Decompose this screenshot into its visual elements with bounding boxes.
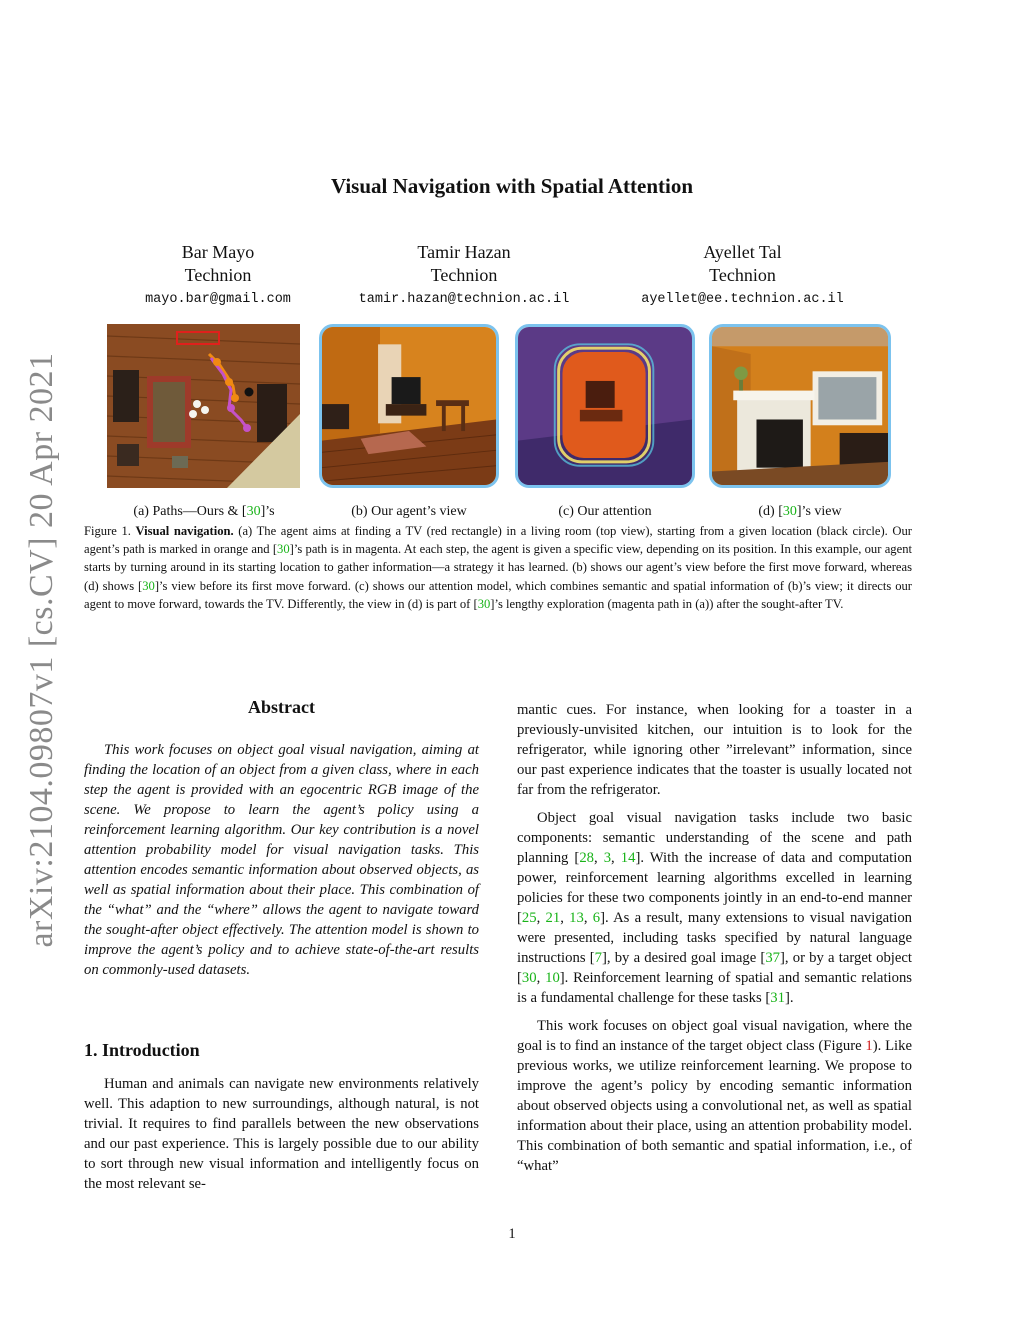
arxiv-id: arXiv:2104.09807v1 [cs.CV] 20 Apr 2021 [23, 352, 60, 948]
caption-title: Visual navigation. [135, 524, 234, 538]
citation-link[interactable]: 3 [603, 850, 612, 866]
subcaption-b: (b) Our agent’s view [351, 504, 467, 519]
citation-link[interactable]: 30 [277, 542, 290, 557]
figure-panel-b-agent-view [319, 324, 499, 488]
paragraph-text: This work focuses on object goal visual navigation, where the goal is to find an instance of the target object class (Figure [517, 1018, 912, 1054]
caption-label: Figure 1. [84, 524, 136, 538]
figure-panel-d-baseline-view [709, 324, 891, 488]
arxiv-stamp [12, 352, 72, 948]
abstract-text: This work focuses on object goal visual navigation, aiming at finding the location of an object from a given class, where in each step the agent is provided with an egocentric RGB image of the scene. We propose to learn the agent’s policy using a reinforcement learning algorithm. Our key contribution is a novel attention probability model for visual navigation tasks. This attention encodes semantic information about observed objects, as well as spatial information about their place. This combination of the “what” and the “where” allows the agent to navigate toward the sought-after object effectively. The attention model is shown to improve the agent’s policy and to achieve state-of-the-art results on commonly-used datasets. [84, 742, 479, 978]
citation-link[interactable]: 30 [521, 970, 537, 986]
citation-link[interactable]: 7 [594, 950, 602, 966]
author-affiliation: Technion [709, 265, 776, 285]
abstract-body [84, 740, 479, 980]
abstract-heading: Abstract [248, 697, 315, 717]
author-email[interactable]: tamir.hazan@technion.ac.il [358, 292, 570, 307]
paragraph [517, 808, 912, 1008]
figure-panel-c-attention [515, 324, 695, 488]
citation-link[interactable]: 30 [782, 504, 797, 519]
subcaption-text: ]’s [260, 504, 275, 519]
paragraph-text: Object goal visual navigation tasks include two basic components: semantic understanding of the scene and path planning [ [517, 810, 912, 866]
author-email[interactable]: ayellet@ee.technion.ac.il [641, 292, 844, 307]
citation-link[interactable]: 6 [592, 910, 601, 926]
intro-body [84, 1074, 479, 1194]
subcaption-d [709, 504, 891, 520]
caption-text: (a) The agent aims at finding a TV (red rectangle) in a living room (top view), starting from a given location (black circle). Our agent’s path is marked in orange and [ [84, 524, 912, 557]
separator: , [536, 970, 546, 986]
subcaption-a [107, 504, 301, 520]
author-affiliation: Technion [184, 265, 252, 285]
paragraph-text: ]. [784, 990, 794, 1006]
caption-text: ]’s lengthy exploration (magenta path in (a)) after the sought-after TV. [490, 596, 844, 611]
paragraph-text: ]. With the increase of data and computation power, reinforcement learning algorithms excelled in learning policies for these two components jointly in an end-to-end manner [ [517, 850, 913, 926]
citation-link[interactable]: 21 [545, 910, 561, 926]
paragraph: mantic cues. For instance, when looking for a toaster in a previously-unvisited kitchen, our intuition is to look for the refrigerator, while ignoring other ”irrelevant” information, since our past experience indicates that the toaster is usually located not far from the refrigerator. [517, 702, 912, 798]
right-column [517, 700, 912, 1176]
author-affiliation: Technion [430, 265, 498, 285]
author-name: Tamir Hazan [417, 242, 511, 262]
paragraph-text: ). Like previous works, we utilize reinforcement learning. We propose to improve the agent’s policy by encoding semantic information about observed objects using a convolutional net, as well as spatial information about their place, using an attention probability model. This combination of both semantic and spatial information, i.e., of “what” [517, 1038, 912, 1174]
author-3 [620, 241, 865, 287]
caption-text: ]’s view before its first move forward. (c) shows our attention model, which combines semantic and spatial information of (b)’s view; it directs our agent to move forward, towards the TV. Differently, the view in (d) is part of [ [84, 578, 912, 611]
citation-link[interactable]: 13 [569, 910, 584, 926]
citation-link[interactable]: 31 [770, 990, 785, 1006]
paragraph-text: ], by a desired goal image [ [601, 950, 766, 966]
subcaption-c: (c) Our attention [558, 504, 652, 519]
author-name: Bar Mayo [181, 242, 255, 262]
citation-link[interactable]: 10 [545, 970, 560, 986]
page-number: 1 [508, 1226, 516, 1242]
separator: , [560, 910, 570, 926]
citation-link[interactable]: 28 [579, 850, 594, 866]
subcaption-text: (d) [ [758, 504, 783, 519]
section-heading-introduction: 1. Introduction [84, 1040, 200, 1060]
paragraph-text: ]. Reinforcement learning of spatial and semantic relations is a fundamental challenge for these tasks [ [517, 970, 913, 1006]
author-email[interactable]: mayo.bar@gmail.com [145, 292, 291, 307]
intro-paragraph: Human and animals can navigate new environments relatively well. This adaption to new surroundings, although natural, is not trivial. It requires to find parallels between the new observations and our past experience. This is largely possible due to our ability to sort through new visual information and intelligently focus on the most relevant se- [84, 1076, 479, 1192]
separator: , [583, 910, 593, 926]
citation-link[interactable]: 25 [521, 910, 537, 926]
paragraph [517, 1016, 912, 1176]
paragraph-text: ], or by a target object [ [517, 950, 912, 986]
subcaption-text: ]’s view [796, 504, 842, 519]
separator: , [594, 850, 604, 866]
separator: , [536, 910, 546, 926]
figure-reference-link[interactable]: 1 [865, 1038, 873, 1054]
author-1 [118, 241, 318, 287]
caption-text: ]’s path is in magenta. At each step, the agent is given a specific view, depending on its position. In this example, our agent starts by turning around in its starting location to gather information—a strategy it has learned. (b) shows our agent’s view before the first move forward, whereas (d) shows [ [84, 542, 912, 593]
paper-title: Visual Navigation with Spatial Attention [330, 174, 694, 198]
author-name: Ayellet Tal [703, 242, 782, 262]
separator: , [611, 850, 621, 866]
citation-link[interactable]: 37 [765, 950, 781, 966]
author-2 [334, 241, 594, 287]
figure-panel-a-topview [107, 324, 300, 488]
paragraph-text: ]. As a result, many extensions to visual navigation were presented, including tasks specified by natural language instructions [ [517, 910, 913, 966]
subcaption-text: (a) Paths—Ours & [ [133, 504, 247, 519]
citation-link[interactable]: 30 [477, 596, 491, 611]
figure-caption [84, 522, 912, 613]
citation-link[interactable]: 30 [246, 504, 261, 519]
citation-link[interactable]: 30 [142, 578, 155, 593]
citation-link[interactable]: 14 [620, 850, 636, 866]
